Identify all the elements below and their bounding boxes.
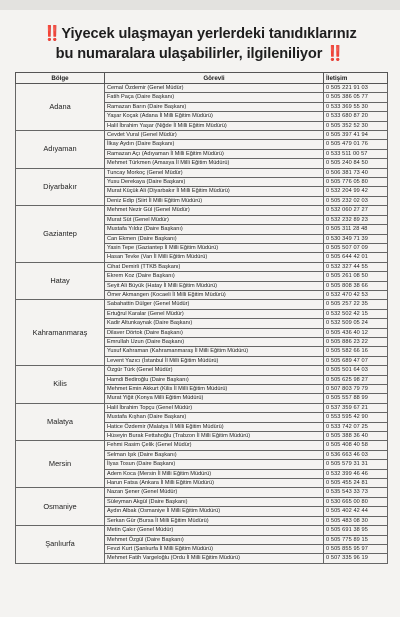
phone-cell: 0 505 261 08 50 [324,272,388,281]
phone-cell: 0 505 776 05 80 [324,178,388,187]
official-cell: İlkay Aydın (Daire Başkanı) [105,140,324,149]
region-cell: Kahramanmaraş [16,300,105,366]
title-line-2 [0,44,400,64]
region-cell: Osmaniye [16,488,105,526]
title-text-1: Yiyecek ulaşmayan yerlerdeki tanıdıklarınız [61,26,357,42]
table-row [16,366,388,375]
official-cell: Kadir Altunkaynak (Daire Başkanı) [105,319,324,328]
phone-cell: 0 507 803 79 79 [324,385,388,394]
official-cell: Süleyman Akgül (Daire Başkanı) [105,497,324,506]
official-cell: Mustafa Kışhan (Daire Başkanı) [105,413,324,422]
phone-cell: 0 505 352 52 30 [324,121,388,130]
official-cell: Murat Küçük Ali (Diyarbakır İl Milli Eğitim Müdürü) [105,187,324,196]
official-cell: İlyas Tosun (Daire Başkanı) [105,460,324,469]
official-cell: Nazan Şener (Genel Müdür) [105,488,324,497]
title-text-2: bu numaralara ulaşabilirler, ilgileniliyor [55,46,323,62]
contact-table-sheet [15,72,387,564]
phone-cell: 0 507 335 96 19 [324,554,388,563]
official-cell: Halil İbrahim Topçu (Genel Müdür) [105,403,324,412]
official-cell: Murat Süt (Genel Müdür) [105,215,324,224]
official-cell: Deniz Edip (Siirt İl Milli Eğitim Müdürü) [105,196,324,205]
phone-cell: 0 533 511 00 57 [324,149,388,158]
official-cell: Yaşar Koçak (Adana İl Milli Eğitim Müdürü) [105,112,324,121]
phone-cell: 0 505 257 22 35 [324,300,388,309]
official-cell: Yasin Tepe (Gaziantep İl Milli Eğitim Müdürü) [105,243,324,252]
phone-cell: 0 533 369 55 30 [324,102,388,111]
official-cell: Yusu Derekaya (Daire Başkanı) [105,178,324,187]
phone-cell: 0 505 691 38 95 [324,526,388,535]
phone-cell: 0 532 232 89 23 [324,215,388,224]
phone-cell: 0 530 665 00 80 [324,497,388,506]
contact-table [15,72,388,564]
phone-cell: 0 505 232 02 03 [324,196,388,205]
official-cell: Mehmet Nezir Gül (Genel Müdür) [105,206,324,215]
official-cell: Hamdi Bediroğlu (Daire Başkanı) [105,375,324,384]
phone-cell: 0 533 680 87 20 [324,112,388,121]
phone-cell: 0 553 595 42 90 [324,413,388,422]
phone-cell: 0 505 501 64 03 [324,366,388,375]
official-cell: Ertuğrul Karalar (Genel Müdür) [105,309,324,318]
official-cell: Fevzi Kurt (Şanlıurfa İl Milli Eğitim Müdürü) [105,544,324,553]
official-cell: Adem Koca (Mersin İl Milli Eğitim Müdürü) [105,469,324,478]
official-cell: Cemal Özdemir (Genel Müdür) [105,84,324,93]
official-cell: Seyit Ali Büyük (Hatay İl Milli Eğitim Müdürü) [105,281,324,290]
title-line-1 [0,24,400,44]
official-cell: Serkan Gür (Bursa İl Milli Eğitim Müdürü) [105,516,324,525]
table-row [16,441,388,450]
phone-cell: 0 532 204 99 42 [324,187,388,196]
official-cell: Fehmi Rasim Çelik (Genel Müdür) [105,441,324,450]
official-cell: Emrullah Uzun (Daire Başkanı) [105,337,324,346]
official-cell: Ömer Akmangen (Kocaeli İl Milli Eğitim Müdürü) [105,290,324,299]
page-title [0,24,400,64]
phone-cell: 0 532 509 05 24 [324,319,388,328]
official-cell: Tuncay Morkoç (Genel Müdür) [105,168,324,177]
phone-cell: 0 532 399 46 46 [324,469,388,478]
phone-cell: 0 505 689 47 07 [324,356,388,365]
official-cell: Ramazan Barın (Daire Başkanı) [105,102,324,111]
official-cell: Metin Çakır (Genel Müdür) [105,526,324,535]
phone-cell: 0 505 625 98 27 [324,375,388,384]
table-row [16,84,388,93]
region-cell: Şanlıurfa [16,526,105,564]
official-cell: Selman Işık (Daire Başkanı) [105,450,324,459]
phone-cell: 0 505 507 07 09 [324,243,388,252]
official-cell: Cevdet Vural (Genel Müdür) [105,131,324,140]
official-cell: Hüseyin Burak Fettahoğlu (Trabzon İl Milli Eğitim Müdürü) [105,432,324,441]
phone-cell: 0 532 470 42 53 [324,290,388,299]
official-cell: Mehmet Türkmen (Amasya İl Milli Eğitim Müdürü) [105,159,324,168]
official-cell: Murat Yiğit (Konya Milli Eğitim Müdürü) [105,394,324,403]
phone-cell: 0 505 386 05 77 [324,93,388,102]
official-cell: Ekrem Koz (Daire Başkanı) [105,272,324,281]
official-cell: Hatice Özdemir (Malatya İl Milli Eğitim Müdürü) [105,422,324,431]
phone-cell: 0 505 436 40 12 [324,328,388,337]
phone-cell: 0 505 397 41 94 [324,131,388,140]
phone-cell: 0 532 327 44 55 [324,262,388,271]
table-row [16,300,388,309]
phone-cell: 0 505 221 91 03 [324,84,388,93]
phone-cell: 0 506 381 73 40 [324,168,388,177]
double-exclamation-icon: ‼️ [43,26,62,42]
header-region: Bölge [16,73,105,84]
official-cell: Can Ekmen (Daire Başkanı) [105,234,324,243]
region-cell: Adana [16,84,105,131]
phone-cell: 0 505 775 89 15 [324,535,388,544]
official-cell: Cihat Demirli (TTKB Başkanı) [105,262,324,271]
table-row [16,403,388,412]
table-row [16,526,388,535]
official-cell: Özgür Türk (Genel Müdür) [105,366,324,375]
phone-cell: 0 505 388 36 40 [324,432,388,441]
official-cell: Hasan Tevke (Van İl Milli Eğitim Müdürü) [105,253,324,262]
official-cell: Mehmet Fatih Vargeloğlu (Ordu İl Milli Eğitim Müdürü) [105,554,324,563]
phone-cell: 0 505 408 40 58 [324,441,388,450]
table-row [16,262,388,271]
phone-cell: 0 505 240 84 50 [324,159,388,168]
table-row [16,131,388,140]
region-cell: Diyarbakır [16,168,105,206]
phone-cell: 0 505 886 23 22 [324,337,388,346]
table-row [16,168,388,177]
double-exclamation-icon: ‼️ [326,46,345,62]
phone-cell: 0 535 543 33 73 [324,488,388,497]
header-role: Görevli [105,73,324,84]
table-row [16,206,388,215]
official-cell: Halil İbrahim Yaşar (Niğde İl Milli Eğitim Müdürü) [105,121,324,130]
phone-cell: 0 532 502 42 15 [324,309,388,318]
phone-cell: 0 505 557 88 99 [324,394,388,403]
official-cell: Fatih Paça (Daire Başkanı) [105,93,324,102]
official-cell: Harun Fatsa (Ankara İl Milli Eğitim Müdürü) [105,479,324,488]
official-cell: Mustafa Yıldız (Daire Başkanı) [105,225,324,234]
phone-cell: 0 532 060 27 27 [324,206,388,215]
official-cell: Sabahattin Dülger (Genel Müdür) [105,300,324,309]
phone-cell: 0 537 359 67 21 [324,403,388,412]
phone-cell: 0 505 644 42 01 [324,253,388,262]
region-cell: Adıyaman [16,131,105,169]
region-cell: Malatya [16,403,105,441]
phone-cell: 0 505 579 31 31 [324,460,388,469]
table-row [16,488,388,497]
phone-cell: 0 505 311 28 48 [324,225,388,234]
phone-cell: 0 505 402 42 44 [324,507,388,516]
top-bar [0,0,400,10]
phone-cell: 0 505 855 95 97 [324,544,388,553]
table-header-row [16,73,388,84]
phone-cell: 0 505 479 01 76 [324,140,388,149]
region-cell: Kilis [16,366,105,404]
phone-cell: 0 505 483 08 30 [324,516,388,525]
header-contact: İletişim [324,73,388,84]
phone-cell: 0 505 808 38 66 [324,281,388,290]
official-cell: Mehmet Emin Akkurt (Kilis İl Milli Eğitim Müdürü) [105,385,324,394]
phone-cell: 0 505 582 66 16 [324,347,388,356]
official-cell: Ramazan Açı (Adıyaman İl Milli Eğitim Müdürü) [105,149,324,158]
region-cell: Hatay [16,262,105,300]
official-cell: Aydın Albak (Osmaniye İl Milli Eğitim Müdürü) [105,507,324,516]
phone-cell: 0 530 349 71 39 [324,234,388,243]
official-cell: Mehmet Özgül (Daire Başkanı) [105,535,324,544]
table-body [16,84,388,564]
phone-cell: 0 505 455 24 81 [324,479,388,488]
phone-cell: 0 533 742 07 25 [324,422,388,431]
official-cell: Dilaver Dörtok (Daire Başkanı) [105,328,324,337]
official-cell: Levent Yazıcı (İstanbul İl Milli Eğitim Müdürü) [105,356,324,365]
region-cell: Gaziantep [16,206,105,262]
phone-cell: 0 536 663 46 03 [324,450,388,459]
official-cell: Yusuf Kahraman (Kahramanmaraş İl Milli Eğitim Müdürü) [105,347,324,356]
region-cell: Mersin [16,441,105,488]
